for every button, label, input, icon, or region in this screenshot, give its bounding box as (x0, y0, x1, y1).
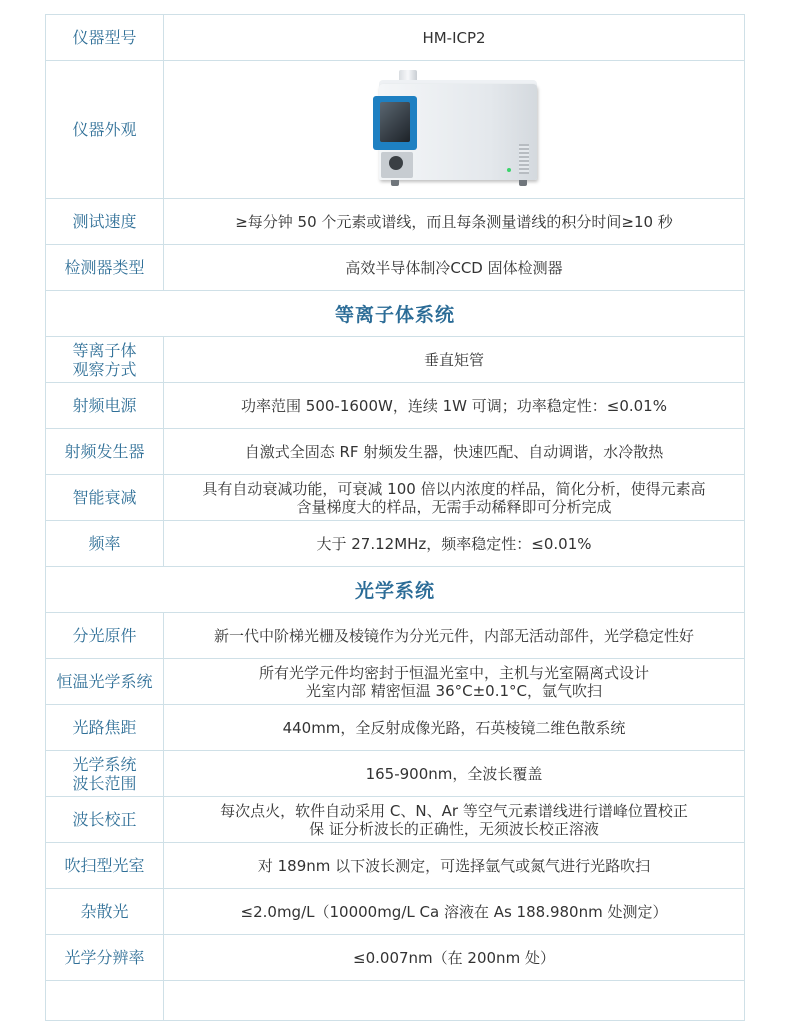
value-thermostat-optics-line-1: 所有光学元件均密封于恒温光室中，主机与光室隔离式设计 (258, 663, 649, 682)
row-dispersion (46, 613, 745, 659)
label-resolution: 光学分辨率 (46, 935, 164, 981)
label-rf-generator: 射频发生器 (46, 429, 164, 475)
label-purge-chamber: 吹扫型光室 (46, 843, 164, 889)
value-thermostat-optics (164, 659, 745, 705)
row-detector (46, 245, 745, 291)
value-wavelength-calibration-line-1: 每次点火，软件自动采用 C、N、Ar 等空气元素谱线进行谱峰位置校正 (220, 801, 688, 820)
label-wavelength-calibration: 波长校正 (46, 797, 164, 843)
row-test-speed (46, 199, 745, 245)
value-rf-generator: 自激式全固态 RF 射频发生器，快速匹配、自动调谐，水冷散热 (164, 429, 745, 475)
value-detector: 高效半导体制冷CCD 固体检测器 (164, 245, 745, 291)
value-thermostat-optics-line-2: 光室内部 精密恒温 36°C±0.1°C，氩气吹扫 (306, 681, 602, 700)
label-appearance: 仪器外观 (46, 61, 164, 199)
value-resolution: ≤0.007nm（在 200nm 处） (164, 935, 745, 981)
value-attenuation-line-2: 含量梯度大的样品，无需手动稀释即可分析完成 (296, 497, 612, 516)
value-attenuation-line-1: 具有自动衰减功能，可衰减 100 倍以内浓度的样品，简化分析，使得元素高 (202, 479, 706, 498)
row-resolution (46, 935, 745, 981)
label-detector: 检测器类型 (46, 245, 164, 291)
value-frequency: 大于 27.12MHz，频率稳定性：≤0.01% (164, 521, 745, 567)
section-optics (46, 567, 745, 613)
label-wavelength-range-line-1: 光学系统 (72, 754, 137, 774)
row-rf-generator (46, 429, 745, 475)
section-title-plasma: 等离子体系统 (46, 291, 745, 337)
value-model: HM-ICP2 (164, 15, 745, 61)
spec-table (45, 14, 745, 1021)
row-appearance (46, 61, 745, 199)
label-next-partial (46, 981, 164, 1021)
label-focal-length: 光路焦距 (46, 705, 164, 751)
value-attenuation (164, 475, 745, 521)
row-attenuation (46, 475, 745, 521)
value-stray-light: ≤2.0mg/L（10000mg/L Ca 溶液在 As 188.980nm 处测定） (164, 889, 745, 935)
section-plasma (46, 291, 745, 337)
value-next-partial (164, 981, 745, 1021)
label-rf-power: 射频电源 (46, 383, 164, 429)
label-wavelength-range (46, 751, 164, 797)
icp-spectrometer-image (359, 70, 549, 190)
value-rf-power: 功率范围 500-1600W，连续 1W 可调；功率稳定性：≤0.01% (164, 383, 745, 429)
value-wavelength-calibration-line-2: 保 证分析波长的正确性，无须波长校正溶液 (309, 819, 599, 838)
value-test-speed: ≥每分钟 50 个元素或谱线，而且每条测量谱线的积分时间≥10 秒 (164, 199, 745, 245)
row-purge-chamber (46, 843, 745, 889)
label-model: 仪器型号 (46, 15, 164, 61)
row-wavelength-range (46, 751, 745, 797)
row-rf-power (46, 383, 745, 429)
section-title-optics: 光学系统 (46, 567, 745, 613)
label-frequency: 频率 (46, 521, 164, 567)
value-wavelength-calibration (164, 797, 745, 843)
row-thermostat-optics (46, 659, 745, 705)
label-observation-line-2: 观察方式 (72, 359, 137, 379)
row-next-partial (46, 981, 745, 1021)
label-observation (46, 337, 164, 383)
value-dispersion: 新一代中阶梯光栅及棱镜作为分光元件，内部无活动部件，光学稳定性好 (164, 613, 745, 659)
label-wavelength-range-line-2: 波长范围 (72, 773, 137, 793)
row-model (46, 15, 745, 61)
value-appearance (164, 61, 745, 199)
label-dispersion: 分光原件 (46, 613, 164, 659)
row-wavelength-calibration (46, 797, 745, 843)
row-observation (46, 337, 745, 383)
label-stray-light: 杂散光 (46, 889, 164, 935)
row-focal-length (46, 705, 745, 751)
label-test-speed: 测试速度 (46, 199, 164, 245)
value-purge-chamber: 对 189nm 以下波长测定，可选择氩气或氮气进行光路吹扫 (164, 843, 745, 889)
row-frequency (46, 521, 745, 567)
label-attenuation: 智能衰减 (46, 475, 164, 521)
value-wavelength-range: 165-900nm，全波长覆盖 (164, 751, 745, 797)
label-thermostat-optics: 恒温光学系统 (46, 659, 164, 705)
label-observation-line-1: 等离子体 (72, 340, 137, 360)
value-focal-length: 440mm，全反射成像光路，石英棱镜二维色散系统 (164, 705, 745, 751)
value-observation: 垂直矩管 (164, 337, 745, 383)
row-stray-light (46, 889, 745, 935)
